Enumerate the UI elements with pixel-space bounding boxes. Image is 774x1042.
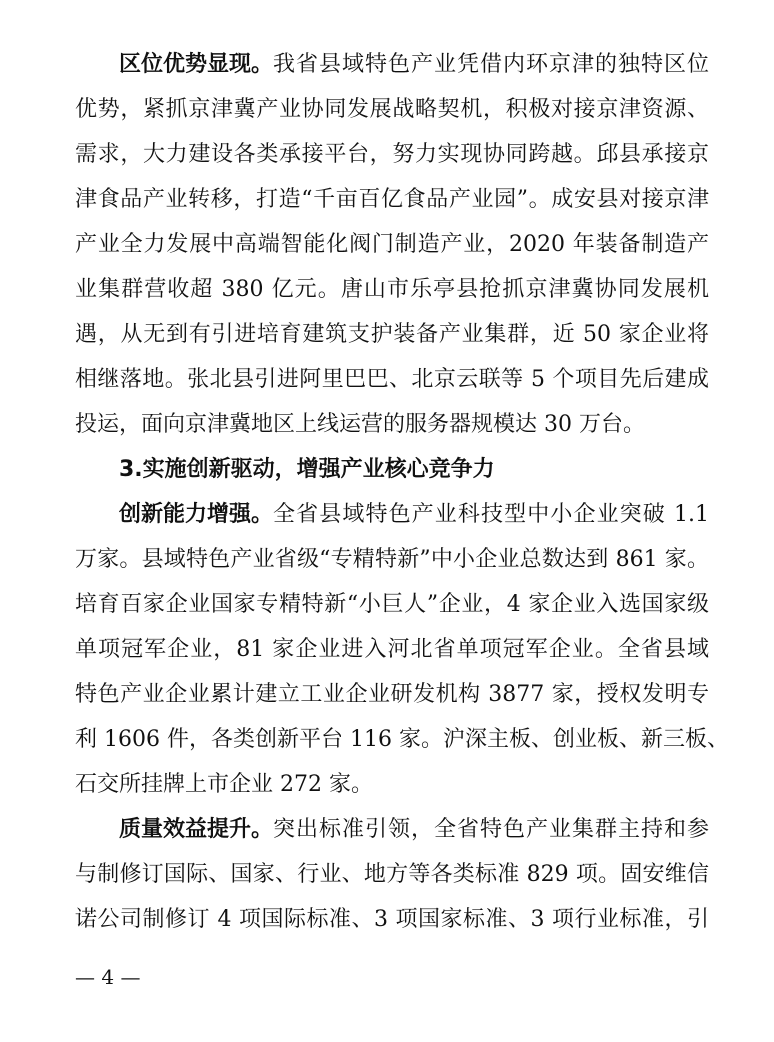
paragraph-text: 产业全力发展中高端智能化阀门制造产业，2020 年装备制造产 [75, 232, 709, 257]
paragraph-text: 津食品产业转移，打造“千亩百亿食品产业园”。成安县对接京津 [75, 187, 709, 212]
paragraph-location-advantage [75, 42, 709, 447]
text-line [75, 537, 709, 582]
document-body [75, 42, 729, 942]
paragraph-lead: 质量效益提升。 [119, 817, 274, 842]
text-line [75, 582, 709, 627]
paragraph-text: 特色产业企业累计建立工业企业研发机构 3877 家，授权发明专 [75, 682, 709, 707]
paragraph-text: 培育百家企业国家专精特新“小巨人”企业，4 家企业入选国家级 [75, 592, 709, 617]
text-line [75, 312, 709, 357]
text-line [75, 357, 709, 402]
text-line [75, 267, 709, 312]
paragraph-text: 我省县域特色产业凭借内环京津的独特区位 [273, 52, 709, 77]
paragraph-text: 遇，从无到有引进培育建筑支护装备产业集群，近 50 家企业将 [75, 322, 709, 347]
paragraph-text: 万家。县域特色产业省级“专精特新”中小企业总数达到 861 家。 [75, 547, 709, 572]
text-line [75, 897, 709, 942]
paragraph-text: 诺公司制修订 4 项国际标准、3 项国家标准、3 项行业标准，引 [75, 907, 709, 932]
text-line [75, 177, 709, 222]
paragraph-quality [75, 807, 709, 942]
text-line [75, 762, 709, 807]
text-line [75, 132, 709, 177]
text-line [75, 87, 709, 132]
text-line [75, 852, 709, 897]
paragraph-text: 石交所挂牌上市企业 272 家。 [75, 772, 373, 797]
paragraph-text: 优势，紧抓京津冀产业协同发展战略契机，积极对接京津资源、 [75, 97, 709, 122]
paragraph-lead: 区位优势显现。 [119, 52, 274, 77]
page-number: — 4 — [75, 965, 141, 989]
paragraph-text: 单项冠军企业，81 家企业进入河北省单项冠军企业。全省县域 [75, 637, 709, 662]
paragraph-text: 相继落地。张北县引进阿里巴巴、北京云联等 5 个项目先后建成 [75, 367, 709, 392]
paragraph-text: 需求，大力建设各类承接平台，努力实现协同跨越。邱县承接京 [75, 142, 709, 167]
text-line [75, 672, 709, 717]
paragraph-lead: 创新能力增强。 [119, 502, 274, 527]
paragraph-innovation [75, 492, 729, 807]
paragraph-text: 投运，面向京津冀地区上线运营的服务器规模达 30 万台。 [75, 412, 645, 437]
text-line [75, 807, 709, 852]
paragraph-text: 与制修订国际、国家、行业、地方等各类标准 829 项。固安维信 [75, 862, 709, 887]
text-line [75, 492, 709, 537]
paragraph-text: 利 1606 件，各类创新平台 116 家。沪深主板、创业板、新三板、 [75, 727, 729, 752]
text-line [75, 717, 729, 762]
text-line [75, 402, 709, 447]
text-line [75, 627, 709, 672]
paragraph-text: 业集群营收超 380 亿元。唐山市乐亭县抢抓京津冀协同发展机 [75, 277, 709, 302]
paragraph-text: 突出标准引领，全省特色产业集群主持和参 [273, 817, 709, 842]
paragraph-text: 全省县域特色产业科技型中小企业突破 1.1 [273, 502, 709, 527]
section-heading: 3.实施创新驱动，增强产业核心竞争力 [119, 457, 495, 482]
text-line [75, 42, 709, 87]
text-line [75, 222, 709, 267]
